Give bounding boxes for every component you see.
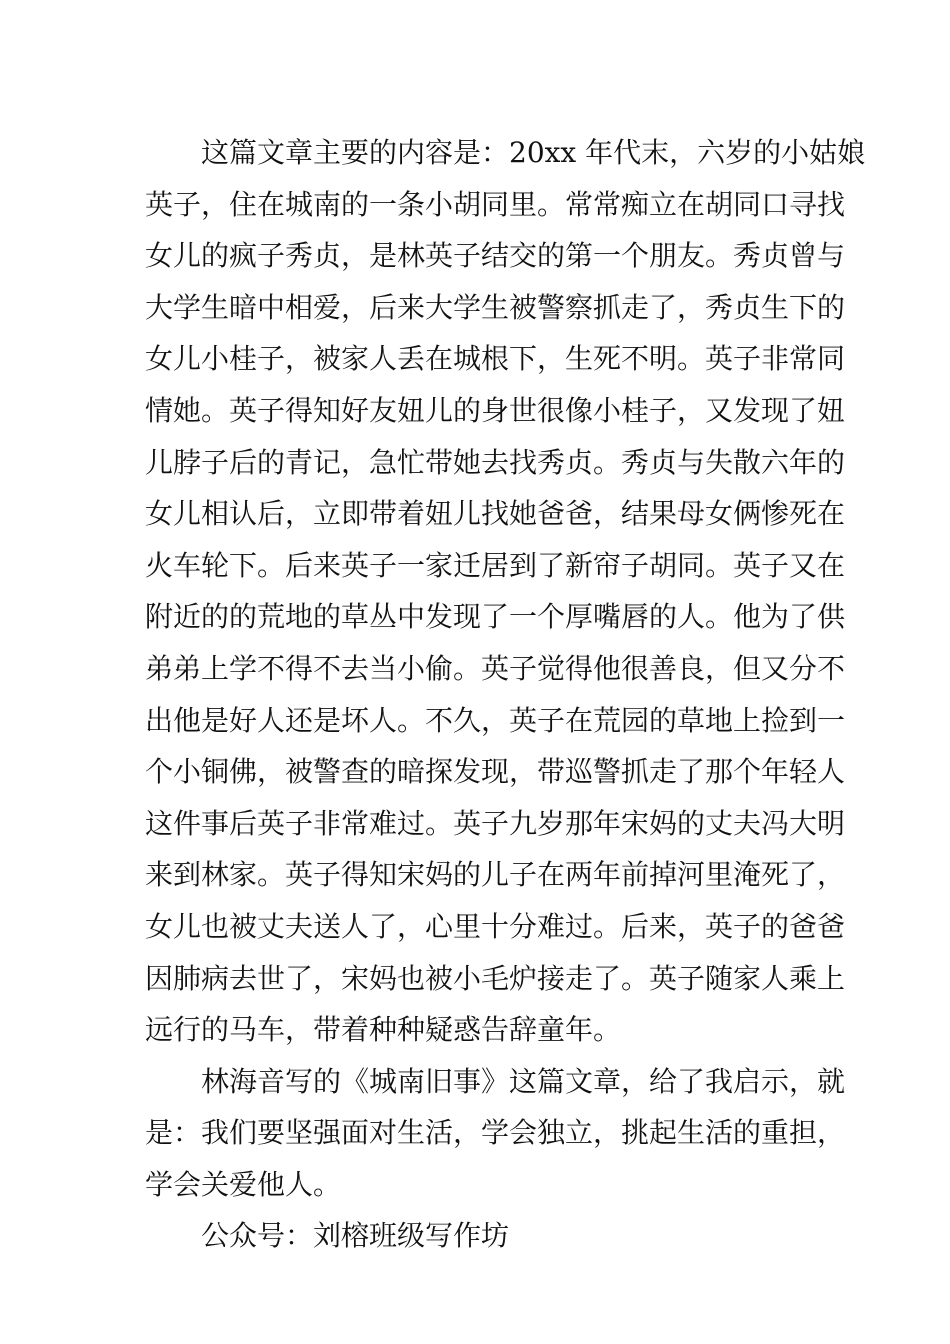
text-line: 因肺病去世了，宋妈也被小毛炉接走了。英子随家人乘上 <box>145 961 846 995</box>
text-line: 学会关爱他人。 <box>145 1167 342 1201</box>
text-line: 这篇文章主要的内容是：20xx 年代末，六岁的小姑娘 <box>201 136 866 169</box>
text-line: 大学生暗中相爱，后来大学生被警察抓走了，秀贞生下的 <box>145 290 846 324</box>
text-line: 是：我们要坚强面对生活，学会独立，挑起生活的重担， <box>145 1116 846 1150</box>
text-line: 远行的马车，带着种种疑惑告辞童年。 <box>145 1013 622 1047</box>
paragraph-summary <box>145 127 866 1056</box>
text-line: 火车轮下。后来英子一家迁居到了新帘子胡同。英子又在 <box>145 548 846 582</box>
text-line: 这件事后英子非常难过。英子九岁那年宋妈的丈夫冯大明 <box>145 806 846 840</box>
text-line: 儿脖子后的青记，急忙带她去找秀贞。秀贞与失散六年的 <box>145 445 846 479</box>
text-line: 英子，住在城南的一条小胡同里。常常痴立在胡同口寻找 <box>145 187 846 221</box>
text-line: 女儿的疯子秀贞，是林英子结交的第一个朋友。秀贞曾与 <box>145 239 846 273</box>
text-line: 出他是好人还是坏人。不久，英子在荒园的草地上捡到一 <box>145 703 846 737</box>
text-line: 女儿相认后，立即带着妞儿找她爸爸，结果母女俩惨死在 <box>145 497 846 531</box>
text-line: 公众号：刘榕班级写作坊 <box>201 1219 510 1253</box>
text-line: 女儿也被丈夫送人了，心里十分难过。后来，英子的爸爸 <box>145 909 846 943</box>
text-line: 林海音写的《城南旧事》这篇文章，给了我启示，就 <box>201 1064 846 1098</box>
document-body <box>145 127 866 1262</box>
text-line: 个小铜佛，被警查的暗探发现，带巡警抓走了那个年轻人 <box>145 755 846 789</box>
paragraph-credit <box>145 1210 811 1262</box>
text-line: 弟弟上学不得不去当小偷。英子觉得他很善良，但又分不 <box>145 651 846 685</box>
text-line: 女儿小桂子，被家人丢在城根下，生死不明。英子非常同 <box>145 342 846 376</box>
text-line: 来到林家。英子得知宋妈的儿子在两年前掉河里淹死了， <box>145 858 846 892</box>
paragraph-reflection <box>145 1056 846 1211</box>
text-line: 情她。英子得知好友妞儿的身世很像小桂子，又发现了妞 <box>145 393 846 427</box>
text-line: 附近的的荒地的草丛中发现了一个厚嘴唇的人。他为了供 <box>145 600 846 634</box>
